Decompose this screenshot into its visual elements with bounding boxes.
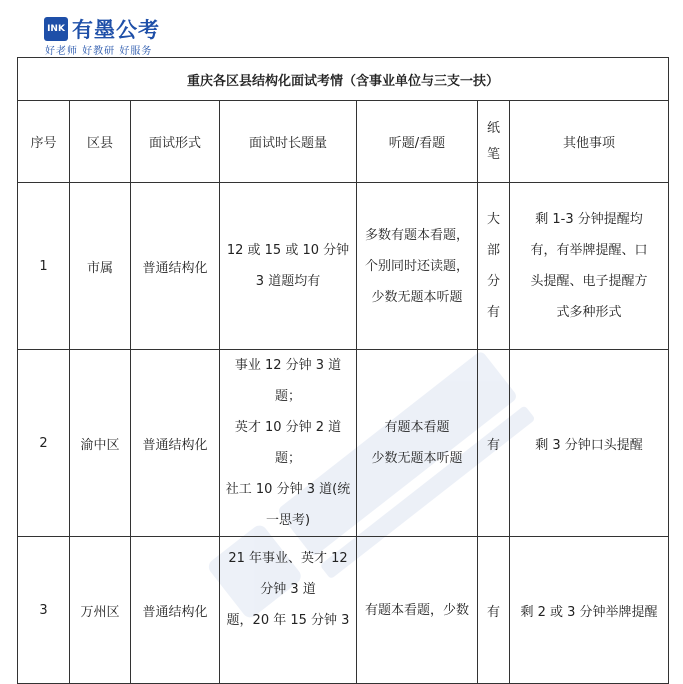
cell-district: 市属 (70, 183, 131, 350)
table-row (18, 183, 669, 350)
cell-line: 式多种形式 (556, 305, 622, 320)
cell-other (510, 183, 669, 350)
cell-line: 剩 1-3 分钟提醒均 (535, 212, 643, 227)
cell-duration (220, 537, 357, 684)
cell-paper: 有 (478, 537, 510, 684)
cell-listen (357, 350, 478, 537)
cell-duration (220, 183, 357, 350)
cell-line: 事业 12 分钟 3 道题； (234, 358, 342, 404)
cell-line: 12 或 15 或 10 分钟 (226, 243, 350, 258)
cell-no: 3 (18, 537, 70, 684)
cell-line: 剩 2 或 3 分钟举牌提醒 (520, 604, 658, 620)
header-district: 区县 (70, 101, 131, 183)
cell-district: 渝中区 (70, 350, 131, 537)
cell-line: 3 道题均有 (255, 274, 321, 289)
cell-line: 有题本看题，少数 (364, 602, 469, 618)
logo-badge: INK (44, 17, 68, 41)
header-form: 面试形式 (131, 101, 220, 183)
cell-line: 少数无题本听题 (371, 289, 463, 305)
table-header-row (18, 101, 669, 183)
cell-district: 万州区 (70, 537, 131, 684)
brand-logo (44, 12, 244, 56)
cell-line: 分钟 3 道 (260, 582, 316, 597)
cell-form: 普通结构化 (131, 183, 220, 350)
cell-listen (357, 537, 478, 684)
cell-line: 题，20 年 15 分钟 3 (226, 613, 350, 628)
table-title: 重庆各区县结构化面试考情（含事业单位与三支一扶） (18, 58, 669, 101)
cell-line: 有题本看题 (384, 420, 450, 435)
cell-listen (357, 183, 478, 350)
cell-line: 头提醒、电子提醒方 (530, 274, 648, 289)
cell-paper: 有 (478, 350, 510, 537)
cell-line: 剩 3 分钟口头提醒 (535, 437, 643, 453)
cell-line: 个别同时还读题， (364, 258, 469, 274)
cell-duration (220, 350, 357, 537)
cell-no: 1 (18, 183, 70, 350)
header-paper (478, 101, 510, 183)
cell-line: 社工 10 分钟 3 道(统 (225, 482, 351, 497)
cell-other (510, 350, 669, 537)
cell-paper (478, 183, 510, 350)
table-row (18, 537, 669, 684)
header-listen: 听题/看题 (357, 101, 478, 183)
cell-other (510, 537, 669, 684)
logo-slogan: 好老师 好教研 好服务 (45, 46, 153, 57)
cell-paper-text: 大部分有 (486, 212, 500, 320)
header-no: 序号 (18, 101, 70, 183)
table-row (18, 350, 669, 537)
cell-line: 21 年事业、英才 12 (228, 551, 348, 566)
cell-line: 一思考) (265, 513, 311, 528)
cell-line: 少数无题本听题 (371, 451, 463, 466)
logo-name: 有墨公考 (72, 18, 160, 42)
cell-form: 普通结构化 (131, 350, 220, 537)
interview-table (17, 57, 669, 684)
header-other: 其他事项 (510, 101, 669, 183)
cell-form: 普通结构化 (131, 537, 220, 684)
cell-no: 2 (18, 350, 70, 537)
cell-line: 英才 10 分钟 2 道题； (234, 420, 342, 466)
header-duration: 面试时长题量 (220, 101, 357, 183)
cell-line: 有，有举牌提醒、口 (530, 243, 648, 258)
cell-line: 多数有题本看题， (364, 227, 469, 243)
header-paper-text: 纸笔 (486, 120, 500, 162)
